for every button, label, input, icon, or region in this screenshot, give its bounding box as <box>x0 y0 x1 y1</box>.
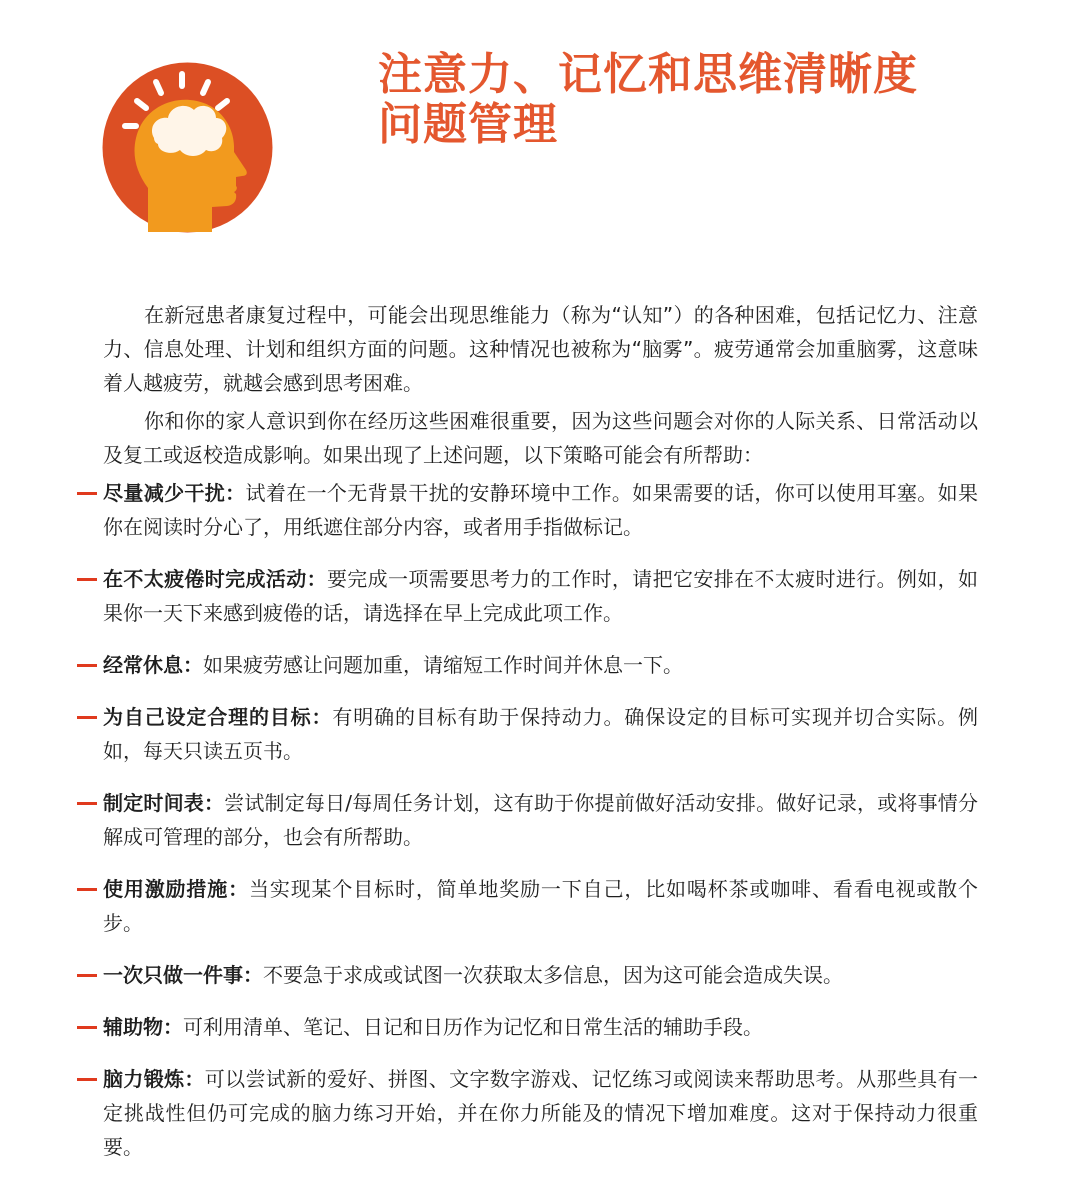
strategy-text: 不要急于求成或试图一次获取太多信息，因为这可能会造成失误。 <box>263 963 843 987</box>
strategy-item <box>103 1010 978 1044</box>
strategy-item <box>103 872 978 940</box>
strategy-term: 使用激励措施： <box>103 877 249 901</box>
strategy-text: 可利用清单、笔记、日记和日历作为记忆和日常生活的辅助手段。 <box>183 1015 763 1039</box>
intro-paragraph-1: 在新冠患者康复过程中，可能会出现思维能力（称为“认知”）的各种困难，包括记忆力、注意力、信息处理、计划和组织方面的问题。这种情况也被称为“脑雾”。疲劳通常会加重脑雾，这意味着人越疲劳，就越会感到思考困难。 <box>103 303 978 395</box>
title-line-2: 问题管理 <box>378 99 558 150</box>
strategy-term: 在不太疲倦时完成活动： <box>103 567 327 591</box>
strategy-item <box>103 1062 978 1164</box>
bullet-dash <box>77 664 97 667</box>
head-brain-icon <box>100 60 275 235</box>
article-body <box>103 298 978 1164</box>
strategy-term: 一次只做一件事： <box>103 963 263 987</box>
title-line-1: 注意力、记忆和思维清晰度 <box>378 49 918 100</box>
strategy-term: 经常休息： <box>103 653 203 677</box>
strategy-term: 为自己设定合理的目标： <box>103 705 333 729</box>
bullet-dash <box>77 578 97 581</box>
strategy-term: 制定时间表： <box>103 791 225 815</box>
bullet-dash <box>77 802 97 805</box>
strategy-item <box>103 958 978 992</box>
bullet-dash <box>77 974 97 977</box>
strategy-text: 可以尝试新的爱好、拼图、文字数字游戏、记忆练习或阅读来帮助思考。从那些具有一定挑战性但仍可完成的脑力练习开始，并在你力所能及的情况下增加难度。这对于保持动力很重要。 <box>103 1067 979 1159</box>
strategy-item <box>103 648 978 682</box>
bullet-dash <box>77 716 97 719</box>
strategy-text: 尝试制定每日/每周任务计划，这有助于你提前做好活动安排。做好记录，或将事情分解成可管理的部分，也会有所帮助。 <box>103 791 978 849</box>
strategy-term: 辅助物： <box>103 1015 183 1039</box>
bullet-dash <box>77 1026 97 1029</box>
strategy-item <box>103 562 978 630</box>
bullet-dash <box>77 1078 97 1081</box>
bullet-dash <box>77 888 97 891</box>
strategy-text: 要完成一项需要思考力的工作时，请把它安排在不太疲时进行。例如，如果你一天下来感到疲倦的话，请选择在早上完成此项工作。 <box>103 567 979 625</box>
bullet-dash <box>77 492 97 495</box>
page-title <box>378 50 918 150</box>
strategy-item <box>103 700 978 768</box>
strategy-term: 尽量减少干扰： <box>103 481 246 505</box>
intro-paragraph-2: 你和你的家人意识到你在经历这些困难很重要，因为这些问题会对你的人际关系、日常活动以及复工或返校造成影响。如果出现了上述问题，以下策略可能会有所帮助： <box>103 409 978 467</box>
strategy-text: 有明确的目标有助于保持动力。确保设定的目标可实现并切合实际。例如，每天只读五页书。 <box>103 705 978 763</box>
strategy-item <box>103 476 978 544</box>
strategy-text: 试着在一个无背景干扰的安静环境中工作。如果需要的话，你可以使用耳塞。如果你在阅读时分心了，用纸遮住部分内容，或者用手指做标记。 <box>103 481 978 539</box>
strategy-text: 当实现某个目标时，简单地奖励一下自己，比如喝杯茶或咖啡、看看电视或散个步。 <box>103 877 979 935</box>
strategy-term: 脑力锻炼： <box>103 1067 205 1091</box>
strategy-text: 如果疲劳感让问题加重，请缩短工作时间并休息一下。 <box>203 653 683 677</box>
strategy-item <box>103 786 978 854</box>
